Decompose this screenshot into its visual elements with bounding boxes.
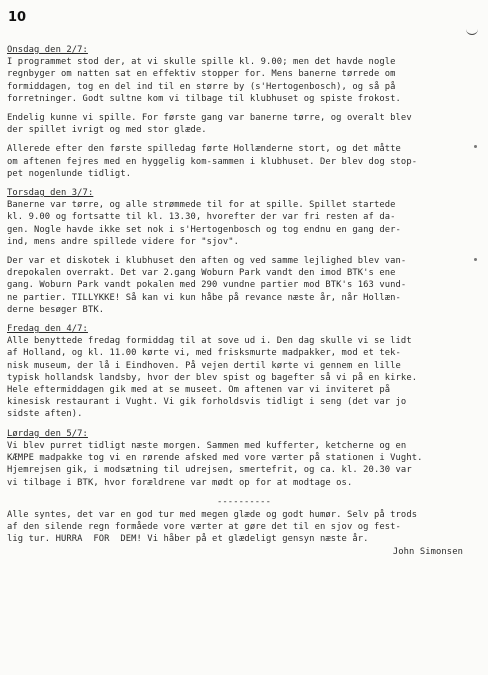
paragraph (7, 199, 481, 248)
text-line: ind, mens andre spillede videre for "sjov". (7, 236, 240, 247)
paragraph (7, 56, 481, 105)
text-line: af Holland, og kl. 11.00 kørte vi, med frisksmurte madpakker, mod et tek- (7, 348, 401, 359)
signature: John Simonsen (392, 546, 463, 557)
text-line: Alle syntes, det var en god tur med megen glæde og godt humør. Selv på trods (7, 509, 418, 520)
paragraph (7, 440, 481, 489)
text-line: KÆMPE madpakke tog vi en rørende afsked med vore værter på stationen i Vught. (7, 453, 423, 464)
text-line: kinesisk restaurant i Vught. Vi gik forholdsvis tidligt i seng (det var jo (7, 397, 407, 408)
page-number: 10 (8, 10, 27, 25)
day-section (7, 187, 481, 316)
paragraph (7, 255, 481, 316)
day-section (7, 428, 481, 489)
corner-mark (466, 28, 478, 35)
text-line: I programmet stod der, at vi skulle spille kl. 9.00; men det havde nogle (7, 57, 396, 68)
section-divider: ---------- (217, 496, 271, 507)
text-line: Hele eftermiddagen gik med at se museet. Om aftenen var vi inviteret på (7, 385, 391, 396)
text-line: derne besøger BTK. (7, 304, 105, 315)
text-line: Allerede efter den første spilledag førte Hollænderne stort, og det måtte (7, 144, 401, 155)
document-body (7, 44, 481, 558)
text-line: drepokalen overrakt. Det var 2.gang Woburn Park vandt den imod BTK's ene (7, 268, 396, 279)
paragraph (7, 143, 481, 180)
text-line: Alle benyttede fredag formiddag til at sove ud i. Den dag skulle vi se lidt (7, 336, 412, 347)
text-line: nisk museum, der lå i Eindhoven. På vejen dertil kørte vi gennem en lille (7, 360, 401, 371)
text-line: gang. Woburn Park vandt pokalen med 290 vundne partier mod BTK's 163 vund- (7, 280, 407, 291)
text-line: Banerne var tørre, og alle strømmede til for at spille. Spillet startede (7, 200, 396, 211)
text-line: pet nogenlunde tidligt. (7, 168, 132, 179)
day-heading-text: Onsdag den 2/7: (7, 45, 88, 55)
day-heading-text: Torsdag den 3/7: (7, 188, 94, 199)
text-line: ne partier. TILLYKKE! Så kan vi kun håbe på revance næste år, når Hollæn- (7, 292, 401, 303)
text-line: kl. 9.00 og fortsatte til kl. 13.30, hvorefter der var fri resten af da- (7, 212, 396, 223)
text-line: regnbyger om natten sat en effektiv stopper for. Mens banerne tørrede om (7, 69, 396, 80)
day-heading (7, 44, 481, 56)
text-line: Hjemrejsen gik, i modsætning til udrejsen, smertefrit, og ca. kl. 20.30 var (7, 465, 412, 476)
day-heading-text: Lørdag den 5/7: (7, 428, 88, 439)
day-heading (7, 323, 481, 335)
text-line: Vi blev purret tidligt næste morgen. Sammen med kufferter, ketcherne og en (7, 440, 407, 451)
text-line: formiddagen, tog en del ind til en større by (s'Hertogenbosch), og så på (7, 81, 396, 92)
text-line: gen. Nogle havde ikke set nok i s'Hertogenbosch og tog endnu en gang der- (7, 224, 401, 235)
text-line: Endelig kunne vi spille. For første gang var banerne tørre, og overalt blev (7, 113, 412, 124)
day-heading-text: Fredag den 4/7: (7, 324, 88, 335)
text-line: vi tilbage i BTK, hvor forældrene var mødt op for at modtage os. (7, 477, 353, 488)
day-heading (7, 187, 481, 199)
text-line: typisk hollandsk landsby, hvor der blev spist og bagefter så vi på en kirke. (7, 372, 418, 383)
text-line: om aftenen fejres med en hyggelig kom-sammen i klubhuset. Der blev dog stop- (7, 156, 418, 167)
paragraph (7, 112, 481, 136)
text-line: sidste aften). (7, 409, 83, 420)
day-section (7, 44, 481, 180)
text-line: forretninger. Godt sultne kom vi tilbage til klubhuset og spiste frokost. (7, 93, 401, 104)
text-line: Der var et diskotek i klubhuset den aften og ved samme lejlighed blev van- (7, 256, 407, 267)
text-line: af den silende regn formåede vore værter at gøre det til en sjov og fest- (7, 522, 401, 533)
text-line: der spillet ivrigt og med stor glæde. (7, 125, 207, 136)
day-heading (7, 428, 481, 440)
text-line: lig tur. HURRA FOR DEM! Vi håber på et glædeligt gensyn næste år. (7, 534, 369, 545)
paragraph (7, 335, 481, 420)
day-section (7, 323, 481, 421)
closing-paragraph (7, 509, 481, 546)
